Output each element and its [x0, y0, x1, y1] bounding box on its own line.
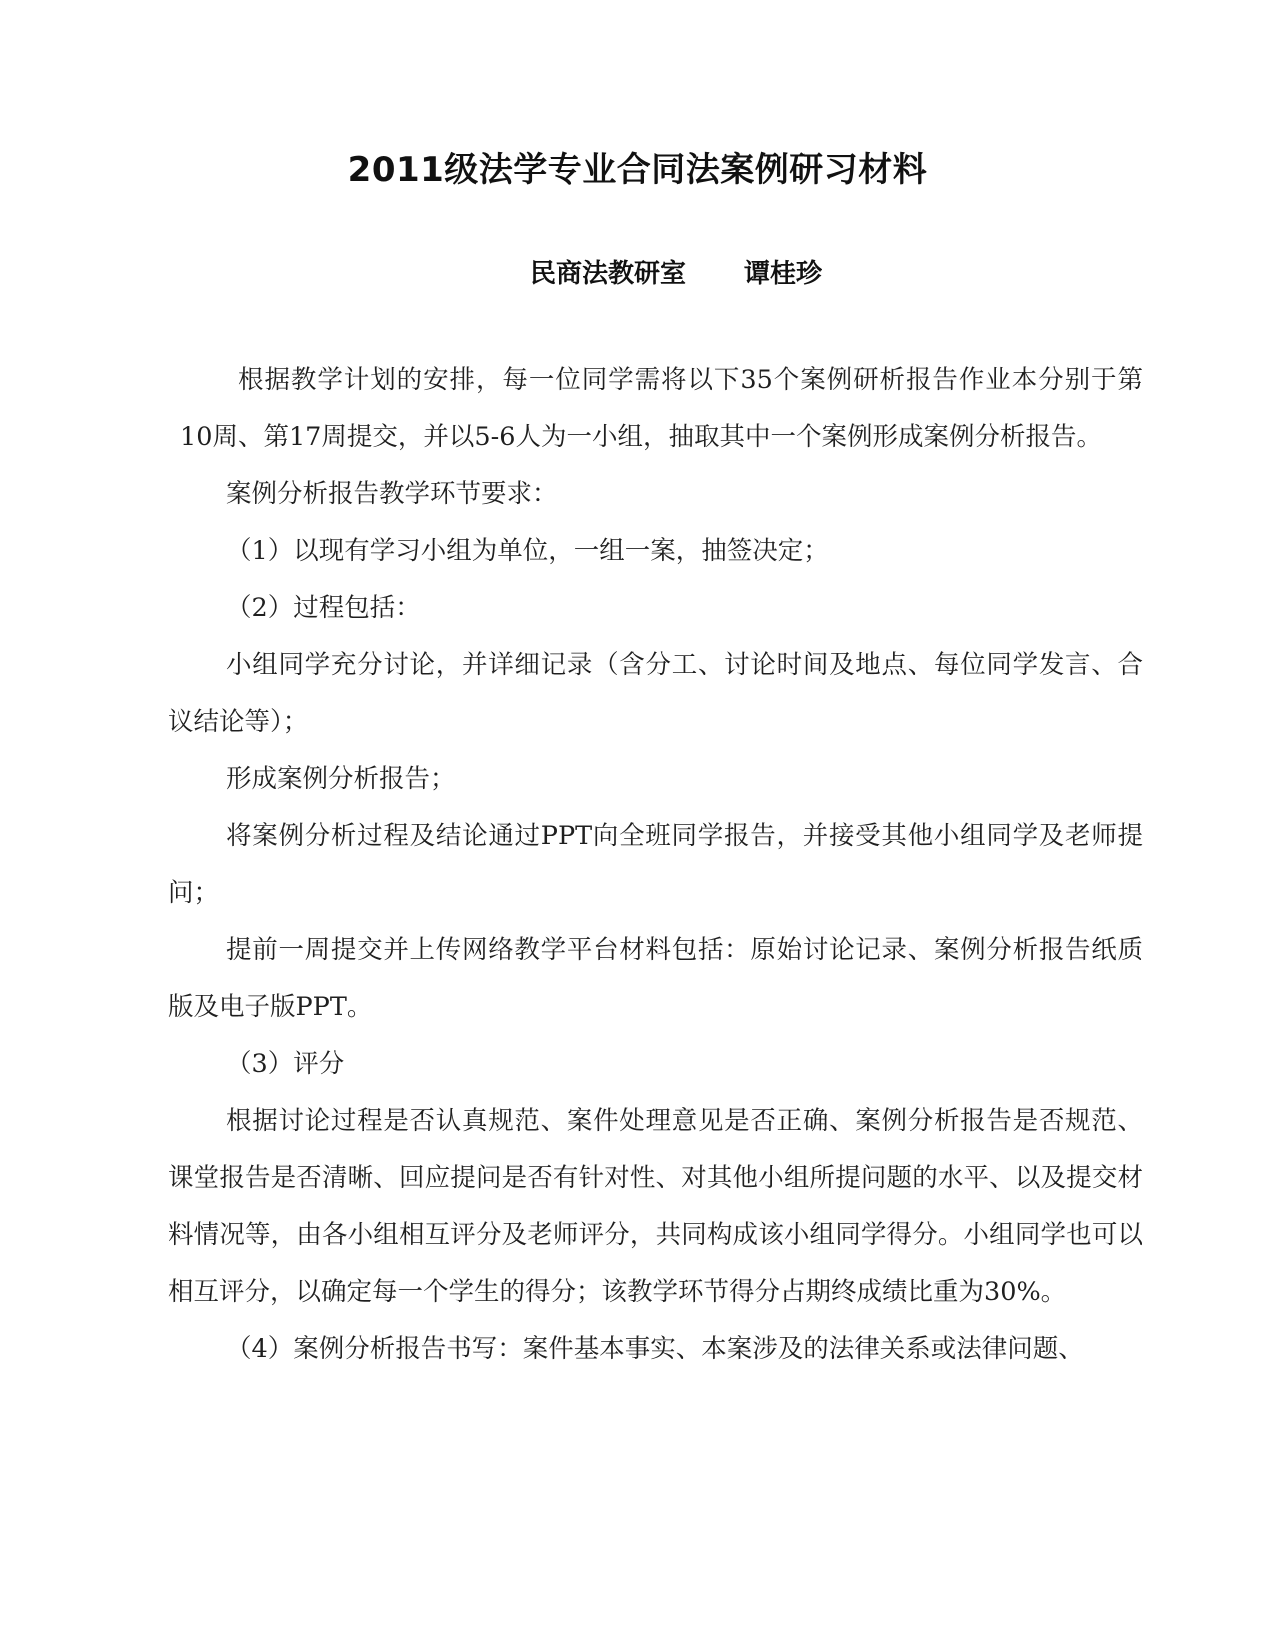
paragraph-presentation: 将案例分析过程及结论通过PPT向全班同学报告，并接受其他小组同学及老师提问；	[168, 821, 1143, 908]
paragraph-item-4: （4）案例分析报告书写：案件基本事实、本案涉及的法律关系或法律问题、	[226, 1334, 1084, 1364]
paragraph-item-2: （2）过程包括：	[226, 593, 421, 623]
paragraph-item-3: （3）评分	[226, 1049, 345, 1079]
document-title: 2011级法学专业合同法案例研习材料	[347, 150, 928, 190]
paragraph-discussion: 小组同学充分讨论，并详细记录（含分工、讨论时间及地点、每位同学发言、合议结论等）；	[168, 650, 1143, 737]
author-line	[530, 253, 822, 290]
paragraph-requirements-heading: 案例分析报告教学环节要求：	[226, 479, 558, 509]
department-name: 民商法教研室	[530, 259, 687, 289]
document-body	[168, 352, 1143, 1378]
paragraph-intro: 根据教学计划的安排，每一位同学需将以下35个案例研析报告作业本分别于第10周、第17周提交，并以5-6人为一小组，抽取其中一个案例形成案例分析报告。	[180, 365, 1143, 452]
author-name: 谭桂珍	[744, 259, 823, 289]
paragraph-item-1: （1）以现有学习小组为单位，一组一案，抽签决定；	[226, 536, 829, 566]
paragraph-submission: 提前一周提交并上传网络教学平台材料包括：原始讨论记录、案例分析报告纸质版及电子版PPT。	[168, 935, 1143, 1022]
paragraph-scoring: 根据讨论过程是否认真规范、案件处理意见是否正确、案例分析报告是否规范、课堂报告是否清晰、回应提问是否有针对性、对其他小组所提问题的水平、以及提交材料情况等，由各小组相互评分及老师评分，共同构成该小组同学得分。小组同学也可以相互评分，以确定每一个学生的得分；该教学环节得分占期终成绩比重为30%。	[168, 1106, 1143, 1307]
paragraph-report: 形成案例分析报告；	[226, 764, 456, 794]
